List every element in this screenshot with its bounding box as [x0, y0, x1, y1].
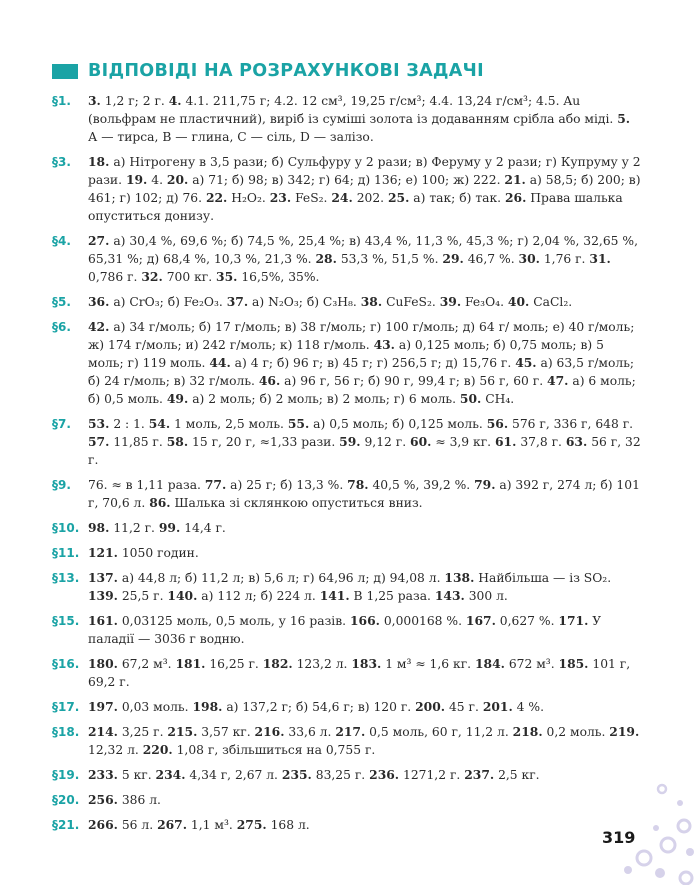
task-number: 59.	[339, 434, 361, 449]
section-answers	[88, 519, 642, 537]
task-number: 236.	[369, 767, 400, 782]
task-answer: 1,08 г, збільшиться на 0,755 г.	[172, 743, 376, 757]
task-answer: а) 34 г/моль; б) 17 г/моль; в) 38 г/моль; г) 100 г/моль; д) 64 г/ моль; е) 40 г/моль; ж) 174 г/моль; и) 242 г/моль; к) 118 г/моль.	[88, 320, 635, 352]
task-answer: 1,76 г.	[539, 252, 590, 266]
task-answer: 1050 годин.	[117, 546, 199, 560]
section-answers	[88, 92, 642, 146]
task-number: 184.	[474, 656, 505, 671]
section-answers	[88, 153, 642, 225]
task-number: 214.	[88, 724, 118, 739]
task-answer: CH₄.	[481, 392, 515, 406]
task-number: 44.	[209, 355, 231, 370]
answer-section	[52, 612, 642, 648]
task-number: 22.	[205, 190, 228, 205]
task-answer: 1 м³ ≈ 1,6 кг.	[381, 657, 475, 671]
task-answer: а) 2 моль; б) 2 моль; в) 2 моль; г) 6 моль.	[188, 392, 460, 406]
task-number: 86.	[149, 495, 171, 510]
task-answer: 168 л.	[266, 818, 310, 832]
task-answer: 0,786 г.	[88, 270, 142, 284]
task-number: 18.	[88, 154, 110, 169]
task-number: 56.	[486, 416, 509, 431]
task-answer: 576 г, 336 г, 648 г.	[508, 417, 634, 431]
task-number: 201.	[482, 699, 513, 714]
task-answer: 12,32 л.	[88, 743, 143, 757]
task-number: 4.	[168, 93, 182, 108]
section-answers	[88, 723, 642, 759]
task-number: 216.	[254, 724, 285, 739]
task-answer: 672 м³.	[504, 657, 559, 671]
section-answers	[88, 816, 642, 834]
task-answer: А — тирса, В — глина, С — сіль, D — залізо.	[88, 130, 374, 144]
section-answers	[88, 232, 642, 286]
task-answer: а) 96 г, 56 г; б) 90 г, 99,4 г; в) 56 г, 60 г.	[280, 374, 548, 388]
answer-section	[52, 544, 642, 562]
task-number: 138.	[444, 570, 475, 585]
task-number: 219.	[609, 724, 640, 739]
section-answers	[88, 612, 642, 648]
section-answers	[88, 698, 642, 716]
task-number: 19.	[125, 172, 148, 187]
task-number: 267.	[157, 817, 188, 832]
task-number: 25.	[387, 190, 410, 205]
task-number: 218.	[512, 724, 543, 739]
task-number: 36.	[88, 294, 110, 309]
task-number: 161.	[88, 613, 118, 628]
task-number: 31.	[589, 251, 611, 266]
task-number: 42.	[88, 319, 110, 334]
task-answer: а) 6 моль; б) 0,5 моль.	[88, 374, 636, 406]
page-number: 319	[602, 828, 636, 847]
task-answer: 0,000168 %.	[379, 614, 466, 628]
task-answer: 3,57 кг.	[197, 725, 255, 739]
task-answer: а) 30,4 %, 69,6 %; б) 74,5 %, 25,4 %; в) 43,4 %, 11,3 %, 45,3 %; г) 2,04 %, 32,65 %, 65,31 %; д) 68,4 %, 10,3 %, 21,3 %.	[88, 234, 638, 266]
task-answer: а) 0,125 моль; б) 0,75 моль; в) 5 моль; г) 119 моль.	[88, 338, 604, 370]
task-number: 77.	[204, 477, 227, 492]
section-number: §3.	[52, 155, 71, 169]
task-number: 60.	[410, 434, 432, 449]
task-number: 99.	[158, 520, 181, 535]
task-number: 23.	[269, 190, 292, 205]
task-number: 43.	[373, 337, 395, 352]
task-number: 37.	[226, 294, 249, 309]
task-number: 5.	[617, 111, 631, 126]
task-answer: 56 г, 32 г.	[88, 435, 641, 467]
task-answer: а) Нітрогену в 3,5 рази; б) Сульфуру у 2 рази; в) Феруму у 2 рази; г) Купруму у 2 рази.	[88, 155, 641, 187]
task-answer: 67,2 м³.	[117, 657, 176, 671]
task-answer: 0,2 моль.	[542, 725, 610, 739]
decor-dot	[678, 820, 690, 832]
task-answer: 0,5 моль, 60 г, 11,2 л.	[365, 725, 513, 739]
answer-section	[52, 569, 642, 605]
task-answer: 0,03125 моль, 0,5 моль, у 16 разів.	[117, 614, 350, 628]
task-answer: У паладії — 3036 г водню.	[88, 614, 602, 646]
task-answer: 123,2 л.	[292, 657, 352, 671]
task-number: 38.	[360, 294, 383, 309]
task-number: 29.	[442, 251, 464, 266]
decor-dot	[624, 866, 632, 874]
task-number: 181.	[175, 656, 206, 671]
decor-dot	[677, 800, 683, 806]
task-answer: 386 л.	[117, 793, 161, 807]
answer-section	[52, 153, 642, 225]
task-answer: 40,5 %, 39,2 %.	[368, 478, 475, 492]
task-answer: 202.	[352, 191, 388, 205]
section-answers	[88, 544, 642, 562]
task-number: 185.	[558, 656, 589, 671]
answer-section	[52, 519, 642, 537]
task-answer: 37,8 г.	[516, 435, 566, 449]
section-number: §13.	[52, 571, 80, 585]
task-answer: ≈ 3,9 кг.	[431, 435, 495, 449]
page-header	[52, 60, 484, 82]
task-number: 61.	[495, 434, 517, 449]
answer-section	[52, 791, 642, 809]
task-answer: 16,5%, 35%.	[237, 270, 320, 284]
task-number: 40.	[507, 294, 530, 309]
section-answers	[88, 293, 642, 311]
task-number: 39.	[439, 294, 462, 309]
task-number: 275.	[236, 817, 267, 832]
task-number: 137.	[88, 570, 118, 585]
task-number: 121.	[88, 545, 118, 560]
task-answer: 16,25 г.	[205, 657, 263, 671]
answer-section	[52, 92, 642, 146]
task-number: 21.	[504, 172, 526, 187]
decor-dot	[680, 872, 692, 884]
task-answer: а) 71; б) 98; в) 342; г) 64; д) 136; е) 100; ж) 222.	[188, 173, 505, 187]
task-answer: 83,25 г.	[311, 768, 370, 782]
task-number: 98.	[88, 520, 110, 535]
answer-section	[52, 293, 642, 311]
task-answer: а) CrO₃; б) Fe₂O₃.	[109, 295, 227, 309]
header-accent-bar	[52, 64, 78, 79]
answer-section	[52, 698, 642, 716]
task-answer: 1271,2 г.	[399, 768, 465, 782]
task-number: 32.	[141, 269, 163, 284]
task-answer: 4.1. 211,75 г; 4.2. 12 см³, 19,25 г/см³; 4.4. 13,24 г/см³; 4.5. Au (вольфрам не пластичний), виріб із суміші золота із додаванням срібла або міді.	[88, 94, 618, 126]
task-answer: 25,5 г.	[117, 589, 168, 603]
task-number: 30.	[518, 251, 540, 266]
answer-section	[52, 816, 642, 834]
section-number: §6.	[52, 320, 71, 334]
task-answer: а) 63,5 г/моль; б) 24 г/моль; в) 32 г/моль.	[88, 356, 635, 388]
task-number: 143.	[434, 588, 465, 603]
answer-section	[52, 766, 642, 784]
task-number: 180.	[88, 656, 118, 671]
task-answer: 0,03 моль.	[117, 700, 193, 714]
task-number: 266.	[88, 817, 118, 832]
decor-dot	[637, 851, 651, 865]
task-number: 200.	[415, 699, 446, 714]
section-answers	[88, 569, 642, 605]
task-answer: CuFeS₂.	[382, 295, 440, 309]
section-number: §15.	[52, 614, 80, 628]
task-number: 57.	[88, 434, 110, 449]
task-answer: 1,2 г; 2 г.	[100, 94, 169, 108]
task-answer: 76. ≈ в 1,11 раза.	[88, 478, 205, 492]
task-answer: 33,6 л.	[284, 725, 336, 739]
task-answer: а) 137,2 г; б) 54,6 г; в) 120 г.	[222, 700, 416, 714]
task-answer: а) 392 г, 274 л; б) 101 г, 70,6 л.	[88, 478, 640, 510]
task-answer: H₂O₂.	[227, 191, 270, 205]
decor-dot	[658, 785, 666, 793]
task-answer: CaCl₂.	[529, 295, 573, 309]
task-number: 217.	[335, 724, 366, 739]
section-number: §10.	[52, 521, 80, 535]
answer-section	[52, 318, 642, 408]
task-answer: 15 г, 20 г, ≈1,33 рази.	[188, 435, 340, 449]
decor-dot	[661, 838, 675, 852]
task-number: 182.	[262, 656, 293, 671]
task-answer: Fe₃O₄.	[461, 295, 508, 309]
task-answer: 300 л.	[464, 589, 508, 603]
task-number: 79.	[474, 477, 496, 492]
task-number: 49.	[166, 391, 189, 406]
task-answer: 2,5 кг.	[494, 768, 540, 782]
section-number: §17.	[52, 700, 80, 714]
task-number: 20.	[166, 172, 189, 187]
task-number: 141.	[319, 588, 350, 603]
answer-section	[52, 476, 642, 512]
task-number: 47.	[547, 373, 569, 388]
page-title: ВІДПОВІДІ НА РОЗРАХУНКОВІ ЗАДАЧІ	[88, 61, 484, 81]
task-answer: 1,1 м³.	[187, 818, 237, 832]
task-number: 50.	[459, 391, 482, 406]
section-number: §9.	[52, 478, 71, 492]
decor-dot	[653, 825, 659, 831]
task-number: 26.	[504, 190, 527, 205]
section-answers	[88, 766, 642, 784]
task-number: 166.	[349, 613, 380, 628]
task-answer: а) 0,5 моль; б) 0,125 моль.	[309, 417, 487, 431]
task-answer: 9,12 г.	[360, 435, 411, 449]
task-answer: 4.	[147, 173, 167, 187]
task-number: 237.	[464, 767, 495, 782]
task-number: 235.	[281, 767, 312, 782]
task-answer: а) N₂O₃; б) C₃H₈.	[248, 295, 361, 309]
answer-section	[52, 232, 642, 286]
answer-section	[52, 723, 642, 759]
task-number: 233.	[88, 767, 118, 782]
task-answer: 3,25 г.	[117, 725, 168, 739]
task-answer: 700 кг.	[162, 270, 217, 284]
section-number: §18.	[52, 725, 80, 739]
section-number: §16.	[52, 657, 80, 671]
answer-section	[52, 655, 642, 691]
task-number: 220.	[142, 742, 173, 757]
decor-dot	[655, 868, 665, 878]
section-number: §11.	[52, 546, 80, 560]
task-answer: Найбільша — із SO₂.	[474, 571, 612, 585]
task-number: 171.	[558, 613, 589, 628]
task-answer: Шалька зі склянкою опуститься вниз.	[170, 496, 423, 510]
task-number: 28.	[315, 251, 337, 266]
task-answer: а) 4 г; б) 96 г; в) 45 г; г) 256,5 г; д) 15,76 г.	[230, 356, 516, 370]
section-number: §20.	[52, 793, 80, 807]
task-number: 35.	[216, 269, 238, 284]
task-number: 46.	[258, 373, 281, 388]
task-number: 256.	[88, 792, 118, 807]
task-answer: В 1,25 раза.	[349, 589, 435, 603]
answers-list	[52, 92, 642, 841]
task-number: 24.	[331, 190, 353, 205]
section-number: §19.	[52, 768, 80, 782]
task-number: 63.	[565, 434, 588, 449]
task-number: 198.	[192, 699, 223, 714]
task-answer: 2 : 1.	[109, 417, 149, 431]
task-answer: 5 кг.	[117, 768, 156, 782]
task-number: 215.	[167, 724, 198, 739]
task-answer: 53,3 %, 51,5 %.	[336, 252, 443, 266]
section-answers	[88, 655, 642, 691]
task-answer: 4 %.	[512, 700, 545, 714]
task-answer: 11,85 г.	[109, 435, 167, 449]
task-number: 234.	[155, 767, 186, 782]
section-number: §5.	[52, 295, 71, 309]
section-number: §21.	[52, 818, 80, 832]
section-number: §4.	[52, 234, 71, 248]
task-number: 58.	[166, 434, 189, 449]
task-answer: Права шалька опуститься донизу.	[88, 191, 623, 223]
task-number: 183.	[351, 656, 382, 671]
task-answer: 0,627 %.	[495, 614, 559, 628]
task-answer: 56 л.	[117, 818, 158, 832]
task-answer: а) 25 г; б) 13,3 %.	[226, 478, 348, 492]
task-answer: 11,2 г.	[109, 521, 159, 535]
task-answer: а) 112 л; б) 224 л.	[197, 589, 320, 603]
task-answer: а) 58,5; б) 200; в) 461; г) 102; д) 76.	[88, 173, 641, 205]
task-number: 78.	[347, 477, 369, 492]
task-number: 197.	[88, 699, 118, 714]
task-answer: 45 г.	[445, 700, 483, 714]
task-number: 167.	[465, 613, 496, 628]
task-answer: 1 моль, 2,5 моль.	[170, 417, 288, 431]
task-number: 54.	[148, 416, 171, 431]
task-answer: 14,4 г.	[180, 521, 226, 535]
task-number: 140.	[167, 588, 198, 603]
task-answer: а) 44,8 л; б) 11,2 л; в) 5,6 л; г) 64,96 л; д) 94,08 л.	[117, 571, 445, 585]
section-answers	[88, 476, 642, 512]
task-answer: 4,34 г, 2,67 л.	[185, 768, 282, 782]
section-answers	[88, 318, 642, 408]
section-number: §1.	[52, 94, 71, 108]
task-answer: 46,7 %.	[463, 252, 519, 266]
answer-section	[52, 415, 642, 469]
task-answer: FeS₂.	[291, 191, 332, 205]
task-number: 27.	[88, 233, 110, 248]
task-answer: 101 г, 69,2 г.	[88, 657, 631, 689]
task-number: 45.	[515, 355, 537, 370]
section-answers	[88, 791, 642, 809]
decor-dot	[686, 848, 694, 856]
section-answers	[88, 415, 642, 469]
task-answer: а) так; б) так.	[409, 191, 505, 205]
task-number: 53.	[88, 416, 110, 431]
section-number: §7.	[52, 417, 71, 431]
task-number: 55.	[287, 416, 310, 431]
task-number: 3.	[88, 93, 101, 108]
task-number: 139.	[88, 588, 118, 603]
